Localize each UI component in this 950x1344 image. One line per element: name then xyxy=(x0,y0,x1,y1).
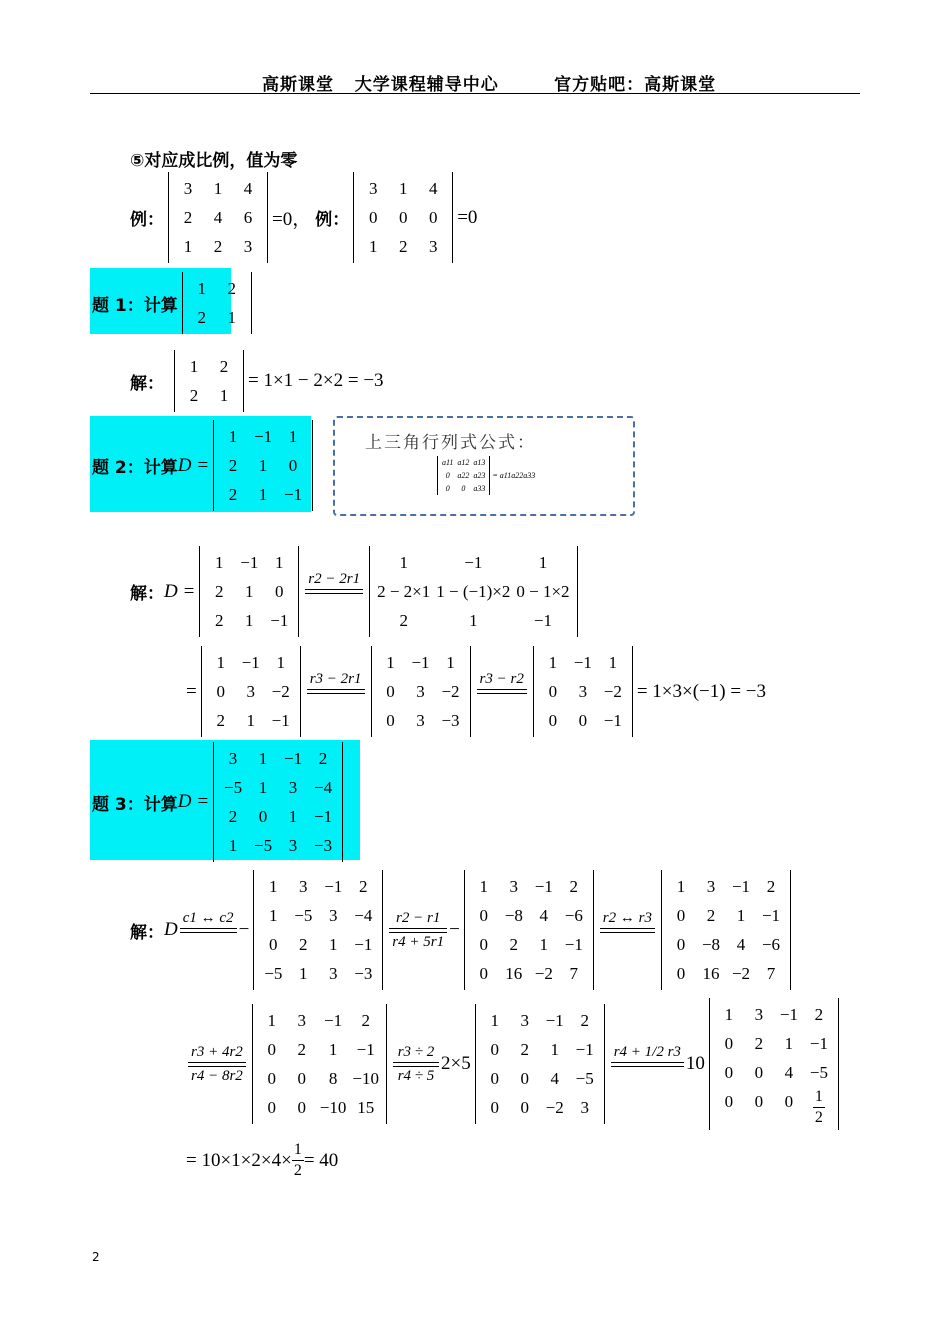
matrix-cell: 0 xyxy=(297,1069,307,1088)
s3-final-num: 1 xyxy=(292,1140,304,1161)
matrix-cell-fraction xyxy=(804,1087,834,1128)
matrix-cell: −5 xyxy=(254,836,273,855)
s3-op-4a: r3 + 4r2 xyxy=(191,1043,243,1060)
matrix-cell: 0 xyxy=(267,1040,277,1059)
s3-det-5 xyxy=(475,1004,605,1124)
matrix-cell: −1 xyxy=(356,1040,375,1059)
example-det-1 xyxy=(168,172,268,263)
matrix-cell: 1 xyxy=(398,179,408,198)
example-label-1: 例： xyxy=(130,210,164,230)
matrix-cell: 3 xyxy=(288,778,298,797)
matrix-cell: −2 xyxy=(441,682,460,701)
matrix-cell: 3 xyxy=(706,877,716,896)
matrix-cell: 2 xyxy=(213,237,223,256)
matrix-cell: −10 xyxy=(352,1069,379,1088)
s3-final-post: = 40 xyxy=(303,1149,339,1171)
matrix-cell: −4 xyxy=(314,778,333,797)
matrix-cell: 1 xyxy=(469,611,478,630)
matrix-cell: 2 xyxy=(754,1034,764,1053)
matrix-cell: −4 xyxy=(354,906,373,925)
matrix-cell: 0 xyxy=(724,1092,734,1111)
matrix-cell: 1 xyxy=(299,964,308,983)
matrix-cell: 1 xyxy=(189,357,199,376)
s1-expr: = 1×1 − 2×2 = −3 xyxy=(248,370,384,391)
matrix-cell: −1 xyxy=(533,611,553,630)
matrix-cell: 15 xyxy=(357,1098,375,1117)
matrix-cell: 2 xyxy=(706,906,716,925)
s3-op-6: r4 + 1/2 r3 xyxy=(613,1043,681,1060)
matrix-cell: 8 xyxy=(328,1069,338,1088)
matrix-cell: −1 xyxy=(731,877,751,896)
matrix-cell: 1 xyxy=(269,906,278,925)
s3-op-1: c1 ↔ c2 xyxy=(182,909,234,926)
matrix-cell: 4 xyxy=(736,935,746,954)
matrix-cell: −1 xyxy=(284,485,303,504)
matrix-cell: 1 xyxy=(245,582,254,601)
formula-rhs: = a11a22a33 xyxy=(492,471,536,480)
matrix-cell: 3 xyxy=(578,682,588,701)
matrix-cell: 0 xyxy=(267,1098,277,1117)
s2-det-4 xyxy=(533,646,633,737)
s2-label: 解： xyxy=(130,584,164,604)
s3-neg-1: − xyxy=(238,919,250,940)
q3-det xyxy=(213,742,343,862)
matrix-cell: 2 xyxy=(399,611,408,630)
matrix-cell: 0 xyxy=(479,935,489,954)
matrix-cell: 0 xyxy=(216,682,225,701)
s2-arrow-3 xyxy=(477,670,527,713)
matrix-cell: 1 xyxy=(228,836,238,855)
matrix-cell: −3 xyxy=(314,836,333,855)
q1-label: 题 1：计算 xyxy=(92,295,178,316)
matrix-cell: 0 xyxy=(275,582,284,601)
matrix-cell: 1 xyxy=(736,906,746,925)
rule5-title: ⑤对应成比例，值为零 xyxy=(130,151,298,171)
matrix-cell: a12 xyxy=(457,458,470,467)
matrix-cell: −3 xyxy=(354,964,373,983)
s2-op-2: r3 − 2r1 xyxy=(309,671,362,687)
matrix-cell: 2 xyxy=(297,1040,307,1059)
s2-op-1: r2 − 2r1 xyxy=(308,571,361,587)
matrix-cell: −6 xyxy=(761,935,781,954)
matrix-cell: a22 xyxy=(457,471,470,480)
matrix-cell: 1 xyxy=(368,237,378,256)
matrix-cell: 1 xyxy=(548,653,558,672)
s2-det-0 xyxy=(199,546,299,637)
s2-D: D = xyxy=(164,580,196,602)
matrix-cell: 3 xyxy=(297,1011,307,1030)
matrix-cell: 3 xyxy=(416,682,425,701)
matrix-cell: 1 xyxy=(329,935,338,954)
matrix-cell: 1 xyxy=(490,1011,499,1030)
matrix-cell: −1 xyxy=(271,711,290,730)
s3-arrow-2 xyxy=(389,909,447,952)
s2-det-2 xyxy=(201,646,301,737)
matrix-cell: −5 xyxy=(809,1063,828,1082)
matrix-cell: 0 xyxy=(461,484,466,493)
matrix-cell: 1 xyxy=(245,611,254,630)
matrix-cell: −2 xyxy=(534,964,553,983)
s3-line1 xyxy=(130,870,795,990)
matrix-cell: 1 xyxy=(386,653,395,672)
matrix-cell: −1 xyxy=(573,653,592,672)
matrix-cell: 1 xyxy=(215,553,224,572)
matrix-cell: 2 xyxy=(197,308,206,327)
s2-eq: = xyxy=(186,680,197,702)
matrix-cell: 1 xyxy=(784,1034,794,1053)
matrix-cell: 0 xyxy=(479,906,489,925)
q3-D: D = xyxy=(177,791,210,812)
matrix-cell: 1 xyxy=(197,279,206,298)
matrix-cell: −6 xyxy=(564,906,583,925)
matrix-cell: 1 xyxy=(269,877,278,896)
matrix-cell: 0 xyxy=(267,1069,277,1088)
matrix-cell: 2 xyxy=(318,749,328,768)
matrix-cell: 2 xyxy=(183,208,193,227)
matrix-cell: 2 − 2×1 xyxy=(377,582,431,601)
s1-label: 解： xyxy=(130,373,164,394)
matrix-cell: 1 xyxy=(258,456,268,475)
matrix-cell: 3 xyxy=(520,1011,529,1030)
matrix-cell: 3 xyxy=(288,836,298,855)
matrix-cell: 0 xyxy=(445,471,450,480)
s2-result: = 1×3×(−1) = −3 xyxy=(636,680,767,702)
q2-row xyxy=(92,420,317,511)
s2-arrow-2 xyxy=(307,670,365,713)
matrix-cell: −1 xyxy=(354,935,373,954)
matrix-cell: 3 xyxy=(428,237,438,256)
matrix-cell: 3 xyxy=(299,877,308,896)
s3-det-4 xyxy=(252,1004,387,1124)
formula-det xyxy=(437,456,490,495)
matrix-cell: 16 xyxy=(702,964,720,983)
matrix-cell: −8 xyxy=(701,935,721,954)
matrix-cell: −3 xyxy=(441,711,460,730)
matrix-cell: 0 xyxy=(490,1040,499,1059)
example-eq-2: =0 xyxy=(457,206,478,228)
s3-op-3: r2 ↔ r3 xyxy=(602,909,652,926)
q2-label: 题 2：计算 xyxy=(92,458,178,478)
matrix-cell: 4 xyxy=(784,1063,794,1082)
s3-det-6 xyxy=(709,998,839,1130)
matrix-cell: 2 xyxy=(569,877,579,896)
matrix-cell: −1 xyxy=(324,877,343,896)
matrix-cell: 0 xyxy=(548,682,558,701)
matrix-cell: 2 xyxy=(766,877,776,896)
matrix-cell: −5 xyxy=(294,906,313,925)
matrix-cell: 1 xyxy=(275,553,284,572)
matrix-cell: 4 xyxy=(213,208,223,227)
matrix-cell: 6 xyxy=(243,208,253,227)
matrix-cell: 1 xyxy=(267,1011,277,1030)
matrix-cell: 1 xyxy=(288,427,298,446)
matrix-cell: 0 xyxy=(258,807,268,826)
matrix-cell: 1 xyxy=(216,653,225,672)
matrix-cell: 3 xyxy=(416,711,425,730)
matrix-cell: 0 xyxy=(548,711,558,730)
matrix-cell: 2 xyxy=(361,1011,370,1030)
formula-title: 上三角行列式公式： xyxy=(365,433,536,453)
s3-coef-5: 2×5 xyxy=(440,1053,471,1074)
matrix-cell: 0 xyxy=(676,906,686,925)
s3-final xyxy=(186,1140,338,1181)
matrix-cell: 1 xyxy=(676,877,686,896)
matrix-cell: −1 xyxy=(284,749,303,768)
matrix-cell: −1 xyxy=(241,653,260,672)
matrix-cell: −1 xyxy=(411,653,430,672)
q1-det xyxy=(182,272,252,334)
matrix-cell: 2 xyxy=(299,935,308,954)
s3-arrow-5 xyxy=(393,1043,439,1086)
matrix-cell: −1 xyxy=(324,1011,343,1030)
matrix-cell: 3 xyxy=(580,1098,589,1117)
s3-op-5a: r3 ÷ 2 xyxy=(397,1043,435,1060)
matrix-cell: −1 xyxy=(464,553,483,572)
s2-op-3: r3 − r2 xyxy=(479,671,524,687)
matrix-cell: 2 xyxy=(509,935,519,954)
matrix-cell: 2 xyxy=(215,611,224,630)
example-det-2 xyxy=(353,172,453,263)
example-label-2: 例： xyxy=(315,210,350,230)
matrix-cell: 0 xyxy=(368,208,378,227)
matrix-cell: 0 xyxy=(490,1069,499,1088)
matrix-cell: 1 xyxy=(246,711,255,730)
matrix-cell: 4 xyxy=(243,179,253,198)
matrix-cell: 2 xyxy=(228,807,238,826)
matrix-cell: 1 xyxy=(446,653,455,672)
matrix-cell: −1 xyxy=(809,1034,828,1053)
matrix-cell: 3 xyxy=(183,179,193,198)
fraction-numerator: 1 xyxy=(813,1087,825,1108)
matrix-cell: 1 xyxy=(276,653,285,672)
header-rule xyxy=(90,93,860,94)
matrix-cell: 0 xyxy=(754,1063,764,1082)
matrix-cell: −1 xyxy=(254,427,273,446)
matrix-cell: −1 xyxy=(564,935,583,954)
matrix-cell: 0 xyxy=(479,964,489,983)
matrix-cell: 1 xyxy=(724,1005,734,1024)
matrix-cell: 3 xyxy=(329,964,338,983)
matrix-cell: 1 xyxy=(288,807,298,826)
s3-final-den: 2 xyxy=(293,1162,302,1179)
matrix-cell: −1 xyxy=(603,711,622,730)
s2-arrow-1 xyxy=(305,570,363,613)
matrix-cell: 3 xyxy=(368,179,378,198)
s2-det-1 xyxy=(369,546,577,637)
matrix-cell: 0 xyxy=(386,711,395,730)
q3-row xyxy=(92,742,347,862)
formula-expr xyxy=(435,456,535,495)
matrix-cell: 1 xyxy=(479,877,489,896)
matrix-cell: a33 xyxy=(473,484,486,493)
matrix-cell: 0 xyxy=(724,1034,734,1053)
example-row xyxy=(130,172,477,263)
matrix-cell: −1 xyxy=(534,877,553,896)
matrix-cell: 0 xyxy=(386,682,395,701)
s3-label: 解： xyxy=(130,922,164,943)
matrix-cell: 3 xyxy=(329,906,338,925)
matrix-cell: 2 xyxy=(228,456,238,475)
s1-det xyxy=(174,350,244,412)
matrix-cell: 0 xyxy=(398,208,408,227)
s2-line1 xyxy=(130,546,582,637)
s3-arrow-4 xyxy=(188,1043,246,1086)
matrix-cell: −1 xyxy=(270,611,289,630)
s3-arrow-3 xyxy=(600,909,655,952)
matrix-cell: 1 − (−1)×2 xyxy=(436,582,511,601)
matrix-cell: 1 xyxy=(258,485,268,504)
s3-arrow-1 xyxy=(180,909,237,952)
q1-row xyxy=(92,272,256,334)
matrix-cell: 1 xyxy=(258,778,268,797)
matrix-cell: −5 xyxy=(575,1069,594,1088)
matrix-cell: −2 xyxy=(603,682,622,701)
page-number: 2 xyxy=(92,1250,100,1264)
matrix-cell: 0 xyxy=(578,711,588,730)
matrix-cell: 1 xyxy=(539,935,549,954)
matrix-cell: 0 xyxy=(754,1092,764,1111)
matrix-cell: −5 xyxy=(224,778,243,797)
matrix-cell: −8 xyxy=(504,906,523,925)
s3-final-pre: = 10×1×2×4× xyxy=(186,1149,292,1171)
s3-op-5b: r4 ÷ 5 xyxy=(397,1067,435,1084)
matrix-cell: 2 xyxy=(227,279,236,298)
matrix-cell: 2 xyxy=(814,1005,824,1024)
matrix-cell: 1 xyxy=(538,553,548,572)
fraction-denominator: 2 xyxy=(814,1109,823,1126)
matrix-cell: 2 xyxy=(580,1011,589,1030)
q2-D: D = xyxy=(177,454,210,476)
matrix-cell: 16 xyxy=(505,964,523,983)
matrix-cell: −1 xyxy=(779,1005,798,1024)
matrix-cell: 2 xyxy=(219,357,229,376)
matrix-cell: −2 xyxy=(731,964,751,983)
q3-label: 题 3：计算 xyxy=(92,794,178,815)
matrix-cell: 0 xyxy=(520,1098,529,1117)
s3-D: D xyxy=(164,919,178,940)
matrix-cell: a13 xyxy=(473,458,486,467)
matrix-cell: 7 xyxy=(569,964,579,983)
s3-coef-6: 10 xyxy=(685,1053,705,1074)
matrix-cell: 2 xyxy=(398,237,408,256)
matrix-cell: 2 xyxy=(228,485,238,504)
matrix-cell: 0 xyxy=(676,935,686,954)
matrix-cell: a11 xyxy=(442,458,454,467)
matrix-cell: 1 xyxy=(183,237,193,256)
matrix-cell: 0 xyxy=(784,1092,794,1111)
matrix-cell: 0 xyxy=(288,456,298,475)
s3-final-frac xyxy=(292,1140,304,1181)
matrix-cell: 1 xyxy=(228,427,238,446)
matrix-cell: 0 xyxy=(490,1098,499,1117)
matrix-cell: 2 xyxy=(359,877,368,896)
formula-box xyxy=(333,416,635,516)
matrix-cell: 3 xyxy=(243,237,253,256)
matrix-cell: 0 xyxy=(676,964,686,983)
matrix-cell: −10 xyxy=(319,1098,347,1117)
q2-det xyxy=(213,420,313,511)
matrix-cell: −1 xyxy=(545,1011,564,1030)
matrix-cell: 0 xyxy=(724,1063,734,1082)
matrix-cell: 1 xyxy=(550,1040,559,1059)
matrix-cell: −2 xyxy=(271,682,290,701)
s2-line2 xyxy=(186,646,766,737)
matrix-cell: 4 xyxy=(550,1069,559,1088)
matrix-cell: 1 xyxy=(219,386,229,405)
matrix-cell: 0 xyxy=(428,208,438,227)
matrix-cell: 2 xyxy=(189,386,199,405)
matrix-cell: 3 xyxy=(754,1005,764,1024)
matrix-cell: 2 xyxy=(216,711,225,730)
matrix-cell: 2 xyxy=(215,582,224,601)
matrix-cell: 3 xyxy=(509,877,519,896)
matrix-cell: 7 xyxy=(766,964,776,983)
matrix-cell: −2 xyxy=(545,1098,564,1117)
matrix-cell: 0 xyxy=(269,935,278,954)
matrix-cell: 4 xyxy=(539,906,549,925)
matrix-cell: 1 xyxy=(227,308,236,327)
s3-det-3 xyxy=(661,870,791,990)
matrix-cell: −1 xyxy=(761,906,781,925)
matrix-cell: 1 xyxy=(328,1040,338,1059)
matrix-cell: 2 xyxy=(520,1040,529,1059)
matrix-cell: 4 xyxy=(428,179,438,198)
matrix-cell: 3 xyxy=(228,749,238,768)
matrix-cell: 1 xyxy=(399,553,408,572)
s3-arrow-6 xyxy=(611,1043,684,1086)
matrix-cell: −5 xyxy=(264,964,283,983)
s1-row xyxy=(130,350,384,412)
s3-op-2b: r4 + 5r1 xyxy=(392,933,445,950)
s3-op-4b: r4 − 8r2 xyxy=(191,1067,243,1084)
matrix-cell: 3 xyxy=(246,682,255,701)
page-header: 高斯课堂 大学课程辅导中心 官方贴吧：高斯课堂 xyxy=(262,75,717,95)
s3-det-2 xyxy=(464,870,594,990)
s3-line2 xyxy=(186,998,843,1130)
matrix-cell: a23 xyxy=(473,471,486,480)
matrix-cell: −1 xyxy=(575,1040,594,1059)
matrix-cell: 0 xyxy=(520,1069,529,1088)
matrix-cell: 0 − 1×2 xyxy=(516,582,570,601)
s2-det-3 xyxy=(371,646,471,737)
example-eq-1: =0， xyxy=(272,209,312,230)
matrix-cell: 0 xyxy=(445,484,450,493)
matrix-cell: −1 xyxy=(314,807,333,826)
matrix-cell: −1 xyxy=(240,553,259,572)
matrix-cell: 1 xyxy=(608,653,618,672)
s3-op-2a: r2 − r1 xyxy=(396,909,441,926)
matrix-cell: 0 xyxy=(297,1098,307,1117)
s3-neg-2: − xyxy=(449,919,460,940)
s3-det-1 xyxy=(253,870,383,990)
matrix-cell: 1 xyxy=(258,749,268,768)
matrix-cell: 1 xyxy=(213,179,223,198)
